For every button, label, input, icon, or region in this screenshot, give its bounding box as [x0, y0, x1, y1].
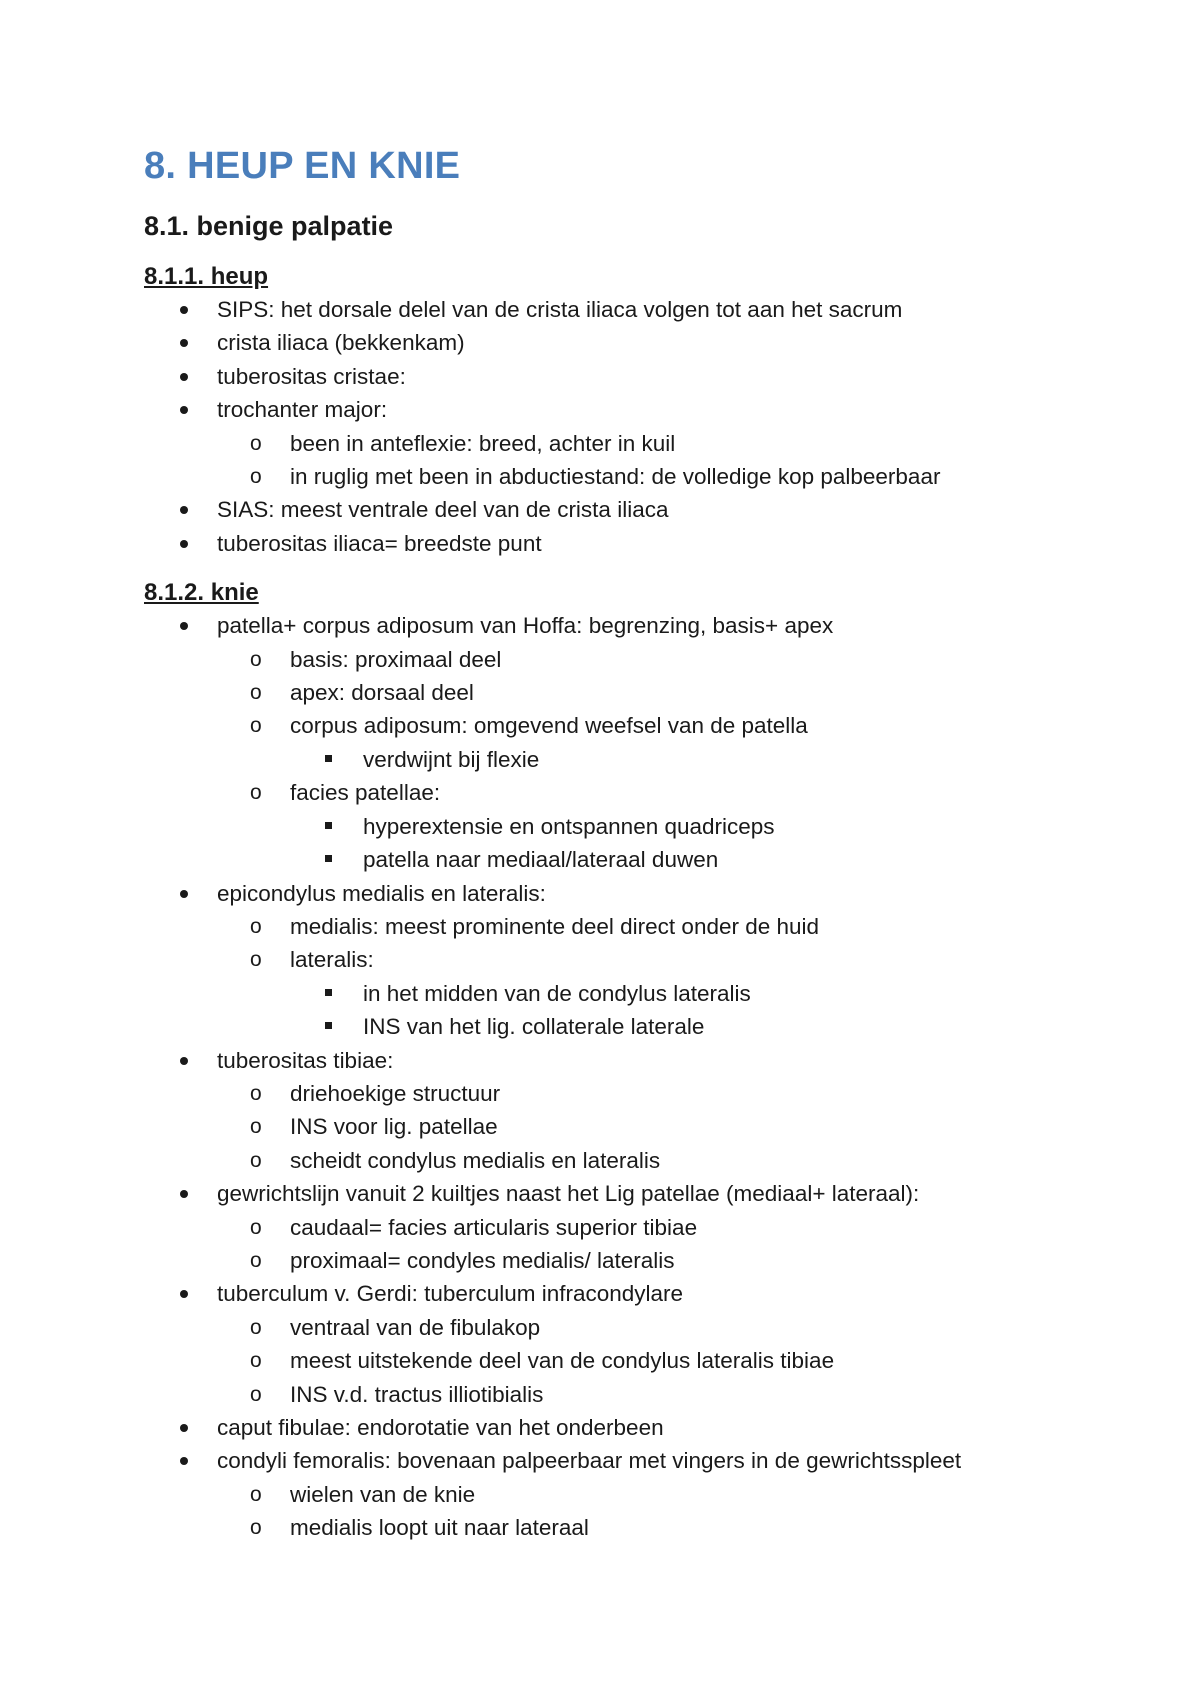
- bullet-list-level-3: [290, 977, 1084, 1044]
- bullet-circle-icon: o: [250, 431, 262, 455]
- list-item-text: lateralis:: [290, 947, 374, 973]
- list-item-text: scheidt condylus medialis en lateralis: [290, 1147, 661, 1173]
- list-item: [217, 1378, 1084, 1411]
- list-item: [290, 1010, 1084, 1043]
- list-item: [217, 1344, 1084, 1377]
- bullet-dot-icon: [180, 339, 188, 347]
- bullet-list-level-3: [290, 743, 1084, 776]
- list-item: [217, 709, 1084, 742]
- list-item-text: tuberositas cristae:: [217, 363, 406, 389]
- list-item-text: driehoekige structuur: [290, 1080, 501, 1106]
- bullet-circle-icon: o: [250, 948, 262, 972]
- list-item-text: INS van het lig. collaterale laterale: [363, 1014, 705, 1040]
- list-item-text: in het midden van de condylus lateralis: [363, 980, 751, 1006]
- list-item: [144, 609, 1084, 642]
- list-item: [290, 977, 1084, 1010]
- list-item: [144, 1044, 1084, 1077]
- bullet-circle-icon: o: [250, 1516, 262, 1540]
- bullet-circle-icon: o: [250, 1148, 262, 1172]
- bullet-circle-icon: o: [250, 714, 262, 738]
- list-item: [144, 393, 1084, 426]
- nested-list-wrapper: [217, 1311, 1084, 1411]
- list-item: [144, 360, 1084, 393]
- bullet-dot-icon: [180, 622, 188, 630]
- bullet-square-icon: [325, 855, 332, 862]
- list-item: [217, 1211, 1084, 1244]
- list-item-text: medialis: meest prominente deel direct onder de huid: [290, 913, 820, 939]
- nested-list-wrapper: [217, 643, 1084, 877]
- subsection-title: 8.1.2. knie: [144, 579, 259, 607]
- bullet-circle-icon: o: [250, 1315, 262, 1339]
- nested-list-wrapper: [290, 743, 1084, 776]
- list-item-text: tuberositas tibiae:: [217, 1047, 394, 1073]
- list-item-text: patella naar mediaal/lateraal duwen: [363, 847, 719, 873]
- list-item-text: INS v.d. tractus illiotibialis: [290, 1381, 544, 1407]
- list-item-text: verdwijnt bij flexie: [363, 746, 540, 772]
- nested-list-wrapper: [290, 810, 1084, 877]
- list-item: [144, 1411, 1084, 1444]
- list-item-text: hyperextensie en ontspannen quadriceps: [363, 813, 775, 839]
- list-item: [144, 1177, 1084, 1210]
- list-item-text: meest uitstekende deel van de condylus lateralis tibiae: [290, 1348, 835, 1374]
- bullet-list-level-2: [217, 1211, 1084, 1278]
- bullet-square-icon: [325, 822, 332, 829]
- nested-list-wrapper: [217, 1478, 1084, 1545]
- subsections-container: [144, 260, 1084, 1545]
- bullet-dot-icon: [180, 306, 188, 314]
- bullet-dot-icon: [180, 373, 188, 381]
- bullet-dot-icon: [180, 406, 188, 414]
- list-item-text: ventraal van de fibulakop: [290, 1314, 541, 1340]
- list-item-text: caudaal= facies articularis superior tibiae: [290, 1214, 698, 1240]
- list-item-text: tuberositas iliaca= breedste punt: [217, 530, 542, 556]
- bullet-circle-icon: o: [250, 647, 262, 671]
- bullet-list-level-2: [217, 643, 1084, 877]
- bullet-square-icon: [325, 989, 332, 996]
- list-item-text: caput fibulae: endorotatie van het onderbeen: [217, 1415, 664, 1440]
- bullet-dot-icon: [180, 506, 188, 514]
- list-item-text: SIPS: het dorsale delel van de crista iliaca volgen tot aan het sacrum: [217, 297, 903, 322]
- list-item: [144, 1444, 1084, 1477]
- list-item-text: SIAS: meest ventrale deel van de crista iliaca: [217, 497, 669, 523]
- bullet-circle-icon: o: [250, 914, 262, 938]
- list-item: [290, 843, 1084, 876]
- list-item-text: medialis loopt uit naar lateraal: [290, 1515, 589, 1541]
- list-item: [217, 676, 1084, 709]
- list-item: [144, 326, 1084, 359]
- bullet-dot-icon: [180, 1057, 188, 1065]
- bullet-circle-icon: o: [250, 1215, 262, 1239]
- list-item: [290, 810, 1084, 843]
- bullet-list-level-1: [144, 609, 1084, 1544]
- bullet-dot-icon: [180, 1190, 188, 1198]
- list-item: [217, 1144, 1084, 1177]
- list-item: [217, 1077, 1084, 1110]
- list-item-text: facies patellae:: [290, 780, 441, 806]
- bullet-dot-icon: [180, 1457, 188, 1465]
- bullet-dot-icon: [180, 890, 188, 898]
- list-item-text: apex: dorsaal deel: [290, 680, 474, 706]
- bullet-circle-icon: o: [250, 1349, 262, 1373]
- list-item-text: wielen van de knie: [290, 1481, 476, 1507]
- list-item: [217, 427, 1084, 460]
- nested-list-wrapper: [217, 427, 1084, 494]
- bullet-list-level-2: [217, 1478, 1084, 1545]
- bullet-square-icon: [325, 755, 332, 762]
- chapter-title: 8. HEUP EN KNIE: [144, 145, 461, 187]
- list-item: [144, 493, 1084, 526]
- list-item-text: in ruglig met been in abductiestand: de volledige kop palbeerbaar: [290, 464, 941, 490]
- list-item: [217, 1110, 1084, 1143]
- list-item: [217, 910, 1084, 943]
- bullet-list-level-3: [290, 810, 1084, 877]
- bullet-list-level-2: [217, 1311, 1084, 1411]
- nested-list-wrapper: [290, 977, 1084, 1044]
- bullet-circle-icon: o: [250, 1382, 262, 1406]
- list-item-text: patella+ corpus adiposum van Hoffa: begrenzing, basis+ apex: [217, 613, 834, 639]
- list-item-text: gewrichtslijn vanuit 2 kuiltjes naast het Lig patellae (mediaal+ lateraal):: [217, 1181, 920, 1207]
- nested-list-wrapper: [217, 1077, 1084, 1177]
- list-item: [217, 1478, 1084, 1511]
- bullet-list-level-2: [217, 1077, 1084, 1177]
- bullet-circle-icon: o: [250, 781, 262, 805]
- list-item-text: trochanter major:: [217, 397, 388, 423]
- list-item: [217, 776, 1084, 809]
- bullet-list-level-2: [217, 910, 1084, 1044]
- list-item: [144, 527, 1084, 560]
- list-item: [217, 1311, 1084, 1344]
- bullet-circle-icon: o: [250, 681, 262, 705]
- bullet-circle-icon: o: [250, 1482, 262, 1506]
- subsection-title: 8.1.1. heup: [144, 263, 269, 290]
- list-item-text: crista iliaca (bekkenkam): [217, 330, 465, 356]
- list-item: [217, 460, 1084, 493]
- bullet-dot-icon: [180, 1290, 188, 1298]
- list-item-text: INS voor lig. patellae: [290, 1114, 498, 1140]
- section-title: 8.1. benige palpatie: [144, 211, 394, 241]
- list-item-text: tuberculum v. Gerdi: tuberculum infracondylare: [217, 1281, 684, 1307]
- bullet-circle-icon: o: [250, 465, 262, 489]
- bullet-dot-icon: [180, 540, 188, 548]
- list-item-text: basis: proximaal deel: [290, 646, 502, 672]
- list-item-text: condyli femoralis: bovenaan palpeerbaar met vingers in de gewrichtsspleet: [217, 1448, 962, 1474]
- nested-list-wrapper: [217, 910, 1084, 1044]
- list-item: [290, 743, 1084, 776]
- list-item: [144, 1277, 1084, 1310]
- list-item-text: been in anteflexie: breed, achter in kuil: [290, 430, 676, 456]
- nested-list-wrapper: [217, 1211, 1084, 1278]
- list-item: [144, 293, 1084, 326]
- bullet-circle-icon: o: [250, 1248, 262, 1272]
- bullet-circle-icon: o: [250, 1081, 262, 1105]
- list-item: [217, 943, 1084, 976]
- list-item: [217, 1511, 1084, 1544]
- list-item: [144, 877, 1084, 910]
- bullet-dot-icon: [180, 1424, 188, 1432]
- list-item-text: proximaal= condyles medialis/ lateralis: [290, 1247, 675, 1273]
- list-item-text: epicondylus medialis en lateralis:: [217, 880, 546, 906]
- bullet-list-level-2: [217, 427, 1084, 494]
- bullet-circle-icon: o: [250, 1115, 262, 1139]
- list-item: [217, 1244, 1084, 1277]
- list-item-text: corpus adiposum: omgevend weefsel van de patella: [290, 713, 808, 739]
- document-content: [144, 140, 1084, 1545]
- bullet-square-icon: [325, 1022, 332, 1029]
- list-item: [217, 643, 1084, 676]
- bullet-list-level-1: [144, 293, 1084, 560]
